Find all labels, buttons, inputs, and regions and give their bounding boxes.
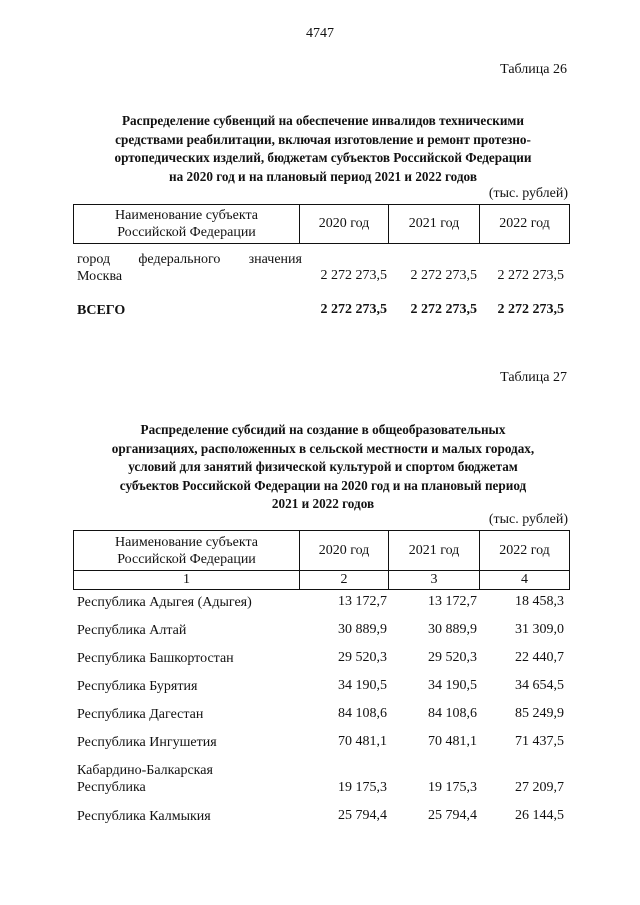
value-2022: 26 144,5 [515, 808, 564, 823]
row-name [77, 251, 302, 285]
title-line: организациях, расположенных в сельской местности и малых городах, [111, 440, 535, 456]
total-2022: 2 272 273,5 [497, 302, 564, 317]
table-27-units: (тыс. рублей) [488, 512, 568, 527]
value-2021: 30 889,9 [428, 622, 477, 637]
row-name: Республика Бурятия [77, 679, 198, 694]
row-name [77, 762, 302, 796]
table-26-label: Таблица 26 [500, 62, 567, 77]
header-name-cell [74, 205, 300, 244]
value-2022: 18 458,3 [515, 594, 564, 609]
header-2022: 2022 год [480, 205, 570, 244]
value-2020: 84 108,6 [338, 706, 387, 721]
title-line: ортопедических изделий, бюджетам субъектов Российской Федерации [114, 150, 532, 165]
value-2022: 71 437,5 [515, 734, 564, 749]
row-name-word: значения [248, 252, 302, 267]
value-2021: 19 175,3 [428, 780, 477, 795]
row-name: Республика Ингушетия [77, 735, 217, 750]
row-name: Республика Калмыкия [77, 809, 211, 824]
row-name-line: Республика [77, 780, 146, 795]
value-2021: 13 172,7 [428, 594, 477, 609]
row-name: Республика Адыгея (Адыгея) [77, 595, 252, 610]
header-2021: 2021 год [389, 205, 480, 244]
value-2020: 29 520,3 [338, 650, 387, 665]
column-number-1: 1 [74, 571, 300, 590]
title-line: условий для занятий физической культурой и спортом бюджетам [128, 459, 518, 474]
value-2022: 34 654,5 [515, 678, 564, 693]
row-name-word: город [77, 252, 111, 267]
table-27-header [73, 530, 570, 590]
value-2021: 84 108,6 [428, 706, 477, 721]
table-row [77, 594, 569, 614]
column-number-2: 2 [300, 571, 389, 590]
row-name-word: федерального [138, 252, 221, 267]
table-26-header [73, 204, 570, 244]
value-2022: 85 249,9 [515, 706, 564, 721]
value-2020: 34 190,5 [338, 678, 387, 693]
header-2021: 2021 год [389, 531, 480, 571]
total-row [77, 302, 569, 322]
table-row [77, 251, 569, 291]
table-27-title [76, 421, 570, 514]
header-name-line: Наименование субъекта [115, 534, 258, 550]
table-27-label: Таблица 27 [500, 370, 567, 385]
value-2022: 27 209,7 [515, 780, 564, 795]
column-number-4: 4 [480, 571, 570, 590]
value-2020: 2 272 273,5 [320, 268, 387, 283]
title-line: Распределение субсидий на создание в общеобразовательных [140, 422, 506, 437]
total-2021: 2 272 273,5 [410, 302, 477, 317]
title-line: 2021 и 2022 годов [271, 496, 375, 511]
table-row [77, 734, 569, 754]
header-name-line: Российской Федерации [117, 225, 256, 240]
table-row [77, 650, 569, 670]
value-2021: 25 794,4 [428, 808, 477, 823]
total-label: ВСЕГО [77, 303, 126, 318]
table-row [77, 808, 569, 828]
value-2022: 22 440,7 [515, 650, 564, 665]
table-row [77, 706, 569, 726]
table-row [77, 678, 569, 698]
value-2020: 19 175,3 [338, 780, 387, 795]
title-line: субъектов Российской Федерации на 2020 год и на плановый период [119, 477, 527, 493]
header-2020: 2020 год [300, 531, 389, 571]
value-2020: 25 794,4 [338, 808, 387, 823]
row-name-line: Кабардино-Балкарская [77, 763, 213, 778]
row-name: Республика Башкортостан [77, 651, 234, 666]
value-2021: 70 481,1 [428, 734, 477, 749]
table-26-title [76, 112, 570, 186]
row-name: Республика Дагестан [77, 707, 204, 722]
title-line: средствами реабилитации, включая изготовление и ремонт протезно- [115, 131, 531, 147]
row-name: Республика Алтай [77, 623, 187, 638]
value-2021: 29 520,3 [428, 650, 477, 665]
table-row [77, 622, 569, 642]
header-name-cell [74, 531, 300, 571]
value-2021: 34 190,5 [428, 678, 477, 693]
value-2020: 70 481,1 [338, 734, 387, 749]
title-line: на 2020 год и на плановый период 2021 и 2022 годов [169, 168, 477, 184]
title-line: Распределение субвенций на обеспечение инвалидов техническими [121, 113, 525, 128]
column-number-3: 3 [389, 571, 480, 590]
row-name-line: Москва [77, 269, 123, 284]
header-name-line: Наименование субъекта [115, 208, 258, 223]
value-2022: 31 309,0 [515, 622, 564, 637]
value-2021: 2 272 273,5 [410, 268, 477, 283]
value-2022: 2 272 273,5 [497, 268, 564, 283]
total-2020: 2 272 273,5 [320, 302, 387, 317]
header-2022: 2022 год [480, 531, 570, 571]
header-2020: 2020 год [300, 205, 389, 244]
header-name-line: Российской Федерации [117, 551, 256, 567]
value-2020: 30 889,9 [338, 622, 387, 637]
page-number: 4747 [306, 26, 334, 41]
table-row [77, 762, 569, 800]
table-26-units: (тыс. рублей) [488, 186, 568, 201]
value-2020: 13 172,7 [338, 594, 387, 609]
